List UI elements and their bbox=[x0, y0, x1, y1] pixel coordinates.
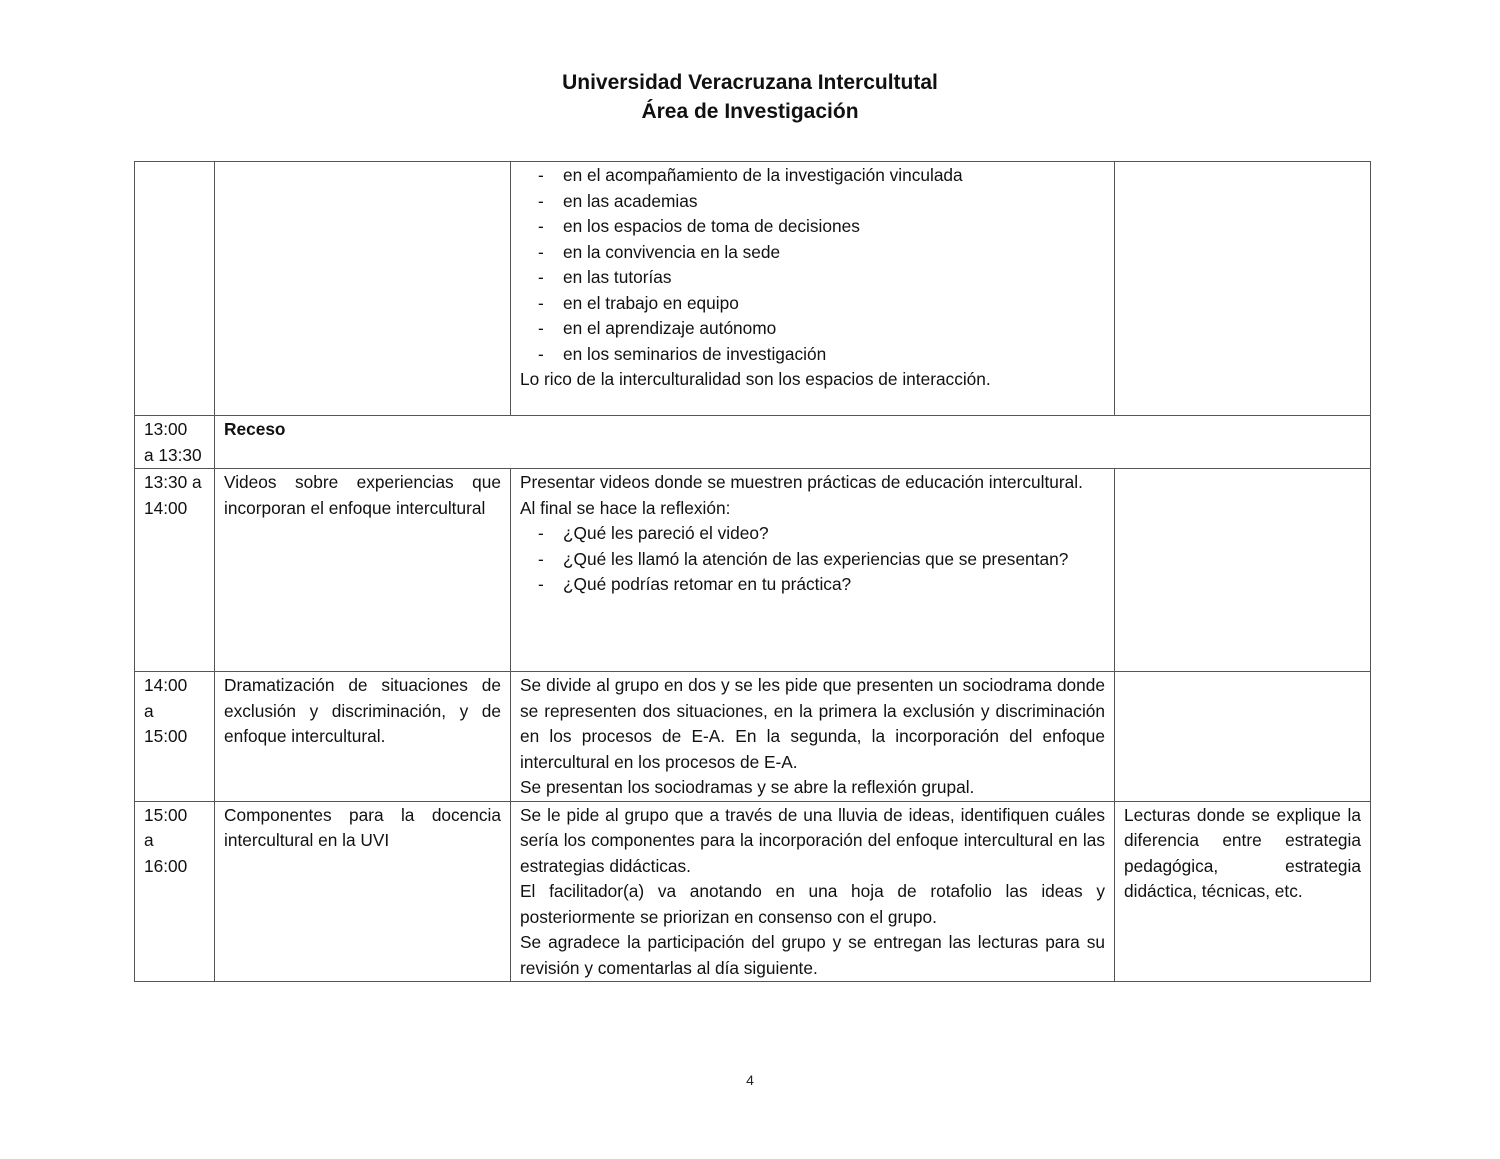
closing-text: Lo rico de la interculturalidad son los espacios de interacción. bbox=[520, 369, 991, 389]
time-start: 14:00 bbox=[144, 675, 188, 695]
description-text: Se agradece la participación del grupo y se entregan las lecturas para su revisión y comentarlas al día siguiente. bbox=[520, 932, 1105, 978]
document-header bbox=[0, 68, 1500, 126]
list-item: - en los seminarios de investigación bbox=[538, 342, 1105, 368]
time-separator: a bbox=[144, 700, 154, 721]
table-row bbox=[135, 469, 1371, 672]
list-item: - en las tutorías bbox=[538, 265, 1105, 291]
activity-cell: Dramatización de situaciones de exclusión y discriminación, y de enfoque intercultural. bbox=[215, 672, 511, 802]
table-row bbox=[135, 162, 1371, 416]
list-item: - en la convivencia en la sede bbox=[538, 240, 1105, 266]
description-text: Se le pide al grupo que a través de una lluvia de ideas, identifiquen cuáles sería los componentes para la incorporación del enfoque intercultural en las estrategias didácticas. bbox=[520, 804, 1105, 876]
description-text: Presentar videos donde se muestren prácticas de educación intercultural. bbox=[520, 472, 1083, 492]
materials-cell: Lecturas donde se explique la diferencia entre estrategia pedagógica, estrategia didáctica, técnicas, etc. bbox=[1115, 801, 1371, 982]
time-end: 15:00 bbox=[144, 726, 188, 746]
activity-cell: Videos sobre experiencias que incorporan el enfoque intercultural bbox=[215, 469, 511, 672]
table-row bbox=[135, 672, 1371, 802]
time-end: 16:00 bbox=[144, 855, 188, 876]
time-end: 14:00 bbox=[144, 497, 188, 518]
bullet-list bbox=[520, 163, 1105, 367]
description-text: El facilitador(a) va anotando en una hoja de rotafolio las ideas y posteriormente se priorizan en consenso con el grupo. bbox=[520, 881, 1105, 927]
table-row bbox=[135, 801, 1371, 982]
description-text: Se presentan los sociodramas y se abre la reflexión grupal. bbox=[520, 777, 975, 797]
list-item: - ¿Qué podrías retomar en tu práctica? bbox=[538, 572, 1105, 598]
materials-cell bbox=[1115, 672, 1371, 802]
list-item: - en los espacios de toma de decisiones bbox=[538, 214, 1105, 240]
time-start: 15:00 bbox=[144, 804, 188, 825]
description-cell bbox=[511, 801, 1115, 982]
time-cell bbox=[135, 416, 215, 469]
description-cell bbox=[511, 672, 1115, 802]
description-cell bbox=[511, 162, 1115, 416]
time-cell bbox=[135, 801, 215, 982]
page-number: 4 bbox=[746, 1072, 754, 1088]
time-cell bbox=[135, 469, 215, 672]
time-separator: a bbox=[144, 830, 154, 850]
list-item: - en el acompañamiento de la investigación vinculada bbox=[538, 163, 1105, 189]
question-list bbox=[520, 521, 1105, 598]
activity-cell bbox=[215, 162, 511, 416]
materials-cell bbox=[1115, 469, 1371, 672]
list-item: - en el aprendizaje autónomo bbox=[538, 316, 1105, 342]
table-row bbox=[135, 416, 1371, 469]
time-end: a 13:30 bbox=[144, 444, 202, 465]
activity-cell: Componentes para la docencia intercultural en la UVI bbox=[215, 801, 511, 982]
institution-title: Universidad Veracruzana Intercultutal bbox=[562, 71, 938, 94]
time-cell bbox=[135, 162, 215, 416]
description-cell bbox=[511, 469, 1115, 672]
time-cell bbox=[135, 672, 215, 802]
list-item: - en las academias bbox=[538, 189, 1105, 215]
list-item: - ¿Qué les pareció el video? bbox=[538, 521, 1105, 547]
materials-cell bbox=[1115, 162, 1371, 416]
area-title: Área de Investigación bbox=[641, 100, 859, 123]
list-item: - ¿Qué les llamó la atención de las experiencias que se presentan? bbox=[538, 547, 1105, 573]
activity-cell: Receso bbox=[215, 416, 1371, 469]
time-start: 13:00 bbox=[144, 419, 188, 439]
schedule-table bbox=[134, 161, 1371, 982]
description-lead: Al final se hace la reflexión: bbox=[520, 497, 731, 518]
description-text: Se divide al grupo en dos y se les pide que presenten un sociodrama donde se representen dos situaciones, en la primera la exclusión y discriminación en los procesos de E-A. En la segunda, la incorporación del enfoque intercultural en los procesos de E-A. bbox=[520, 675, 1105, 772]
time-start: 13:30 a bbox=[144, 472, 202, 492]
list-item: - en el trabajo en equipo bbox=[538, 291, 1105, 317]
